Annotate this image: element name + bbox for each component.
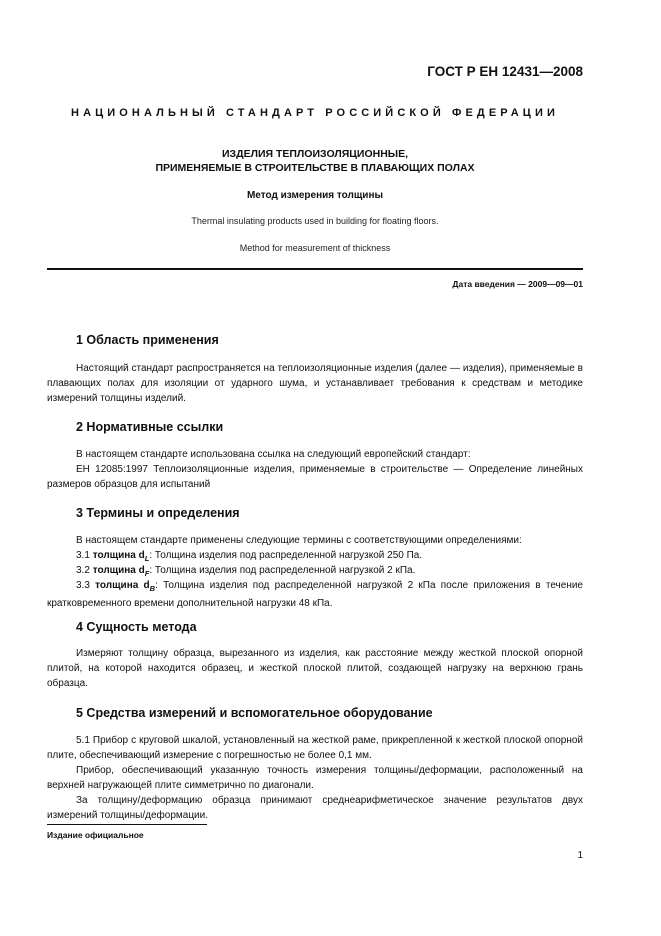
section-5-p1: 5.1 Прибор с круговой шкалой, установленный на жесткой раме, прикрепленной к жесткой плоской опорной плите, обеспечивающий измерение с погрешностью не более 0,1 мм. — [47, 735, 583, 761]
section-3-intro: В настоящем стандарте применены следующие термины с соответствующими определениями: — [76, 535, 522, 546]
section-5-heading: 5 Средства измерений и вспомогательное оборудование — [76, 706, 433, 720]
section-5-p3: За толщину/деформацию образца принимают среднеарифметическое значение результатов двух измерений толщины/деформации. — [47, 795, 583, 821]
title-en-line1: Thermal insulating products used in building for floating floors. — [191, 216, 439, 226]
subtitle-ru: Метод измерения толщины — [246, 190, 384, 201]
term-number: 3.2 — [76, 565, 90, 576]
term-subscript: F — [144, 569, 150, 578]
term-name: толщина d — [92, 565, 145, 576]
term-name: толщина d — [92, 550, 145, 561]
term-name: толщина d — [95, 580, 150, 591]
official-edition-note: Издание официальное — [47, 830, 144, 840]
term-number: 3.1 — [76, 550, 90, 561]
section-3-heading: 3 Термины и определения — [76, 506, 240, 520]
term-3-3 — [47, 578, 583, 611]
footer-divider — [47, 824, 207, 825]
national-standard-banner: НАЦИОНАЛЬНЫЙ СТАНДАРТ РОССИЙСКОЙ ФЕДЕРАЦИИ — [71, 107, 559, 119]
term-number: 3.3 — [76, 580, 90, 591]
title-block — [47, 147, 583, 255]
section-4-text: Измеряют толщину образца, вырезанного из изделия, как расстояние между жесткой плоской опорной плитой, на которой находится образец, и жесткой плоской плитой, создающей нагрузку на верхнюю грань образца. — [47, 648, 583, 689]
term-subscript: L — [144, 554, 150, 563]
intro-date: Дата введения — 2009—09—01 — [452, 279, 583, 289]
section-4-heading: 4 Сущность метода — [76, 620, 197, 634]
section-1-text: Настоящий стандарт распространяется на теплоизоляционные изделия (далее — изделия), применяемые в плавающих полах для изоляции от ударного шума, и устанавливает требования к средствам и методике измерений толщины изделий. — [47, 363, 583, 404]
term-definition: : Толщина изделия под распределенной нагрузкой 2 кПа. — [149, 565, 416, 576]
title-en-line2: Method for measurement of thickness — [239, 243, 391, 253]
section-2-heading: 2 Нормативные ссылки — [76, 420, 224, 434]
header-divider — [47, 268, 583, 270]
section-1-heading: 1 Область применения — [76, 333, 219, 347]
term-definition: : Толщина изделия под распределенной нагрузкой 2 кПа после приложения в течение кратковременного времени дополнительной нагрузки 48 кПа. — [47, 580, 583, 609]
title-ru-line1: ИЗДЕЛИЯ ТЕПЛОИЗОЛЯЦИОННЫЕ, — [221, 148, 409, 160]
page-number: 1 — [577, 850, 583, 861]
section-2-p1: В настоящем стандарте использована ссылка на следующий европейский стандарт: — [76, 449, 471, 460]
section-2-p2: ЕН 12085:1997 Теплоизоляционные изделия, применяемые в строительстве — Определение линейных размеров образцов для испытаний — [47, 464, 583, 490]
term-definition: : Толщина изделия под распределенной нагрузкой 250 Па. — [149, 550, 423, 561]
title-ru-line2: ПРИМЕНЯЕМЫЕ В СТРОИТЕЛЬСТВЕ В ПЛАВАЮЩИХ ПОЛАХ — [155, 162, 475, 174]
term-subscript: B — [149, 584, 156, 593]
section-5-p2: Прибор, обеспечивающий указанную точность измерения толщины/деформации, расположенный на верхней нагружающей плите симметрично по диагонали. — [47, 765, 583, 791]
gost-code: ГОСТ Р ЕН 12431—2008 — [427, 64, 583, 79]
